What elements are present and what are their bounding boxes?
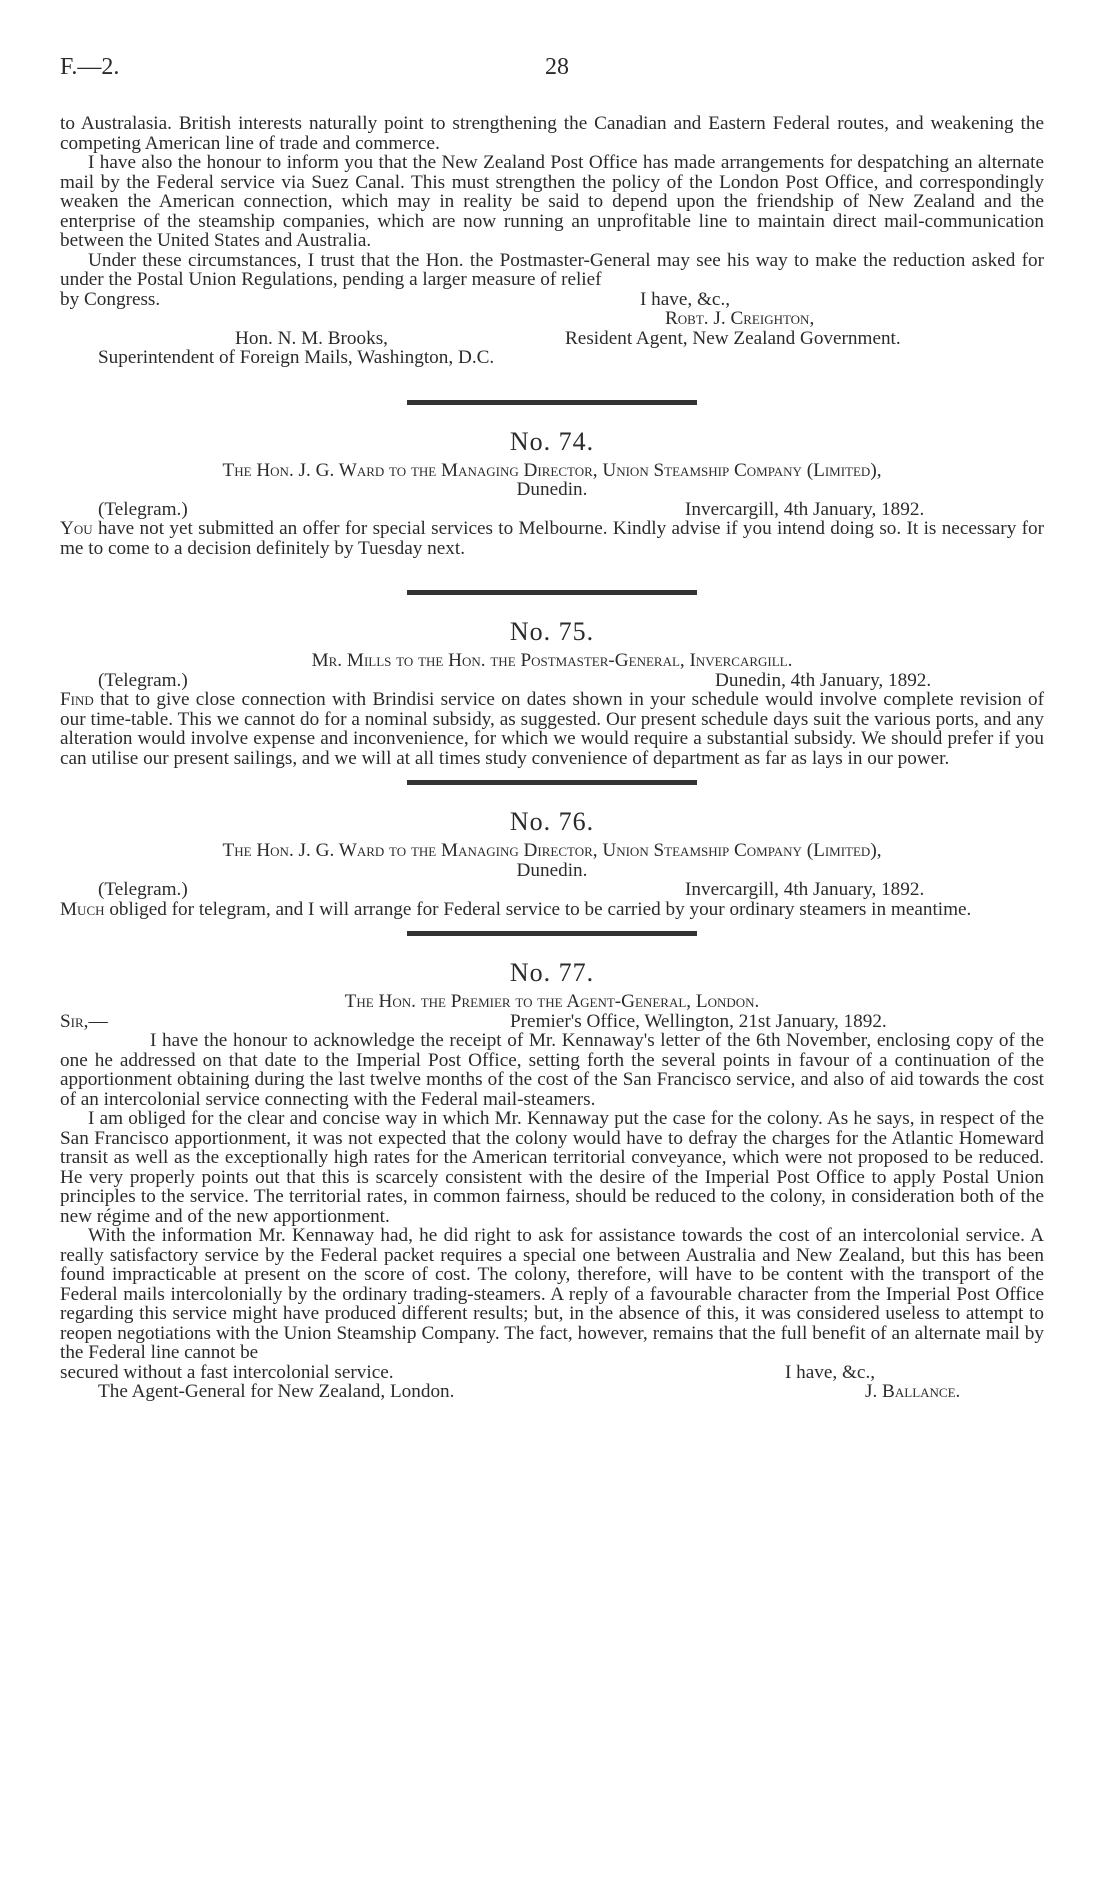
document-number: No. 74. xyxy=(509,426,595,456)
document-number: No. 77. xyxy=(509,958,595,987)
paragraph: I have also the honour to inform you that the New Zealand Post Office has made arrangements for despatching an alternate mail by the Federal service via Suez Canal. This must strengthen the policy of the London Post Office, and correspondingly weaken the American connection, which may in reality be said to depend upon the friendship of New Zealand and the enterprise of the steamship companies, which are now running an unprofitable line to maintain direct mail-communication between the United States and Australia. xyxy=(60,152,1044,251)
page-number: 28 xyxy=(545,54,569,80)
closing: I have, &c., xyxy=(640,288,731,310)
paragraph-end: by Congress. xyxy=(60,288,161,310)
body-text: obliged for telegram, and I will arrange for Federal service to be carried by your ordinary steamers in meantime. xyxy=(104,898,972,920)
signature: J. Ballance. xyxy=(865,1381,961,1402)
telegram-body xyxy=(60,519,1044,558)
addressee: The Agent-General for New Zealand, London. xyxy=(98,1381,455,1402)
letter-heading: The Hon. the Premier to the Agent-General, London. xyxy=(344,991,760,1012)
continued-letter xyxy=(60,114,1044,368)
salutation: Sir,— xyxy=(60,1010,108,1032)
dateline: Invercargill, 4th January, 1892. xyxy=(685,879,925,900)
lead-word: Find xyxy=(60,689,94,710)
document-code: F.—2. xyxy=(60,54,120,80)
paragraph: With the information Mr. Kennaway had, he did right to ask for assistance towards the cost of an intercolonial service. A really satisfactory service by the Federal packet requires a special one between Australia and New Zealand, but this has been found impracticable at present on the score of cost. The colony, therefore, will have to be content with the transport of the Federal mails intercolonially by the ordinary trading-steamers. A reply of a favourable character from the Imperial Post Office regarding this service might have produced different results; but, in the absence of this, it was considered useless to attempt to reopen negotiations with the Union Steamship Company. The fact, however, remains that the full benefit of an alternate mail by the Federal line cannot be xyxy=(60,1225,1044,1363)
body-text: that to give close connection with Brindisi service on dates shown in your schedule would involve complete revision of our time-table. This we cannot do for a nominal subsidy, as suggested. Our present schedule days suit the various ports, and any alteration would involve expense and inconvenience, for which we would require a substantial subsidy. We should prefer if you can utilise our present sailings, and we will at all times study convenience of department as far as lays in our power. xyxy=(60,689,1044,769)
telegram-body xyxy=(60,900,1044,920)
page-header xyxy=(60,54,1044,114)
paragraph-end: secured without a fast intercolonial service. xyxy=(60,1361,394,1383)
addressee: Hon. N. M. Brooks, xyxy=(235,327,388,349)
lead-word: Much xyxy=(60,898,105,920)
dateline: Premier's Office, Wellington, 21st January, 1892. xyxy=(510,1010,887,1032)
telegram-label: (Telegram.) xyxy=(98,669,188,691)
body-text: have not yet submitted an offer for special services to Melbourne. Kindly advise if you intend doing so. It is necessary for me to come to a decision definitely by Tuesday next. xyxy=(60,518,1044,559)
telegram-label: (Telegram.) xyxy=(98,879,188,900)
letter-heading: The Hon. J. G. Ward to the Managing Director, Union Steamship Company (Limited), xyxy=(222,840,882,861)
document-number: No. 75. xyxy=(509,617,595,646)
lead-word: You xyxy=(60,518,93,539)
paragraph: to Australasia. British interests naturally point to strengthening the Canadian and Eastern Federal routes, and weakening the competing American line of trade and commerce. xyxy=(60,113,1044,154)
letter-no-77 xyxy=(60,958,1044,1402)
closing: I have, &c., xyxy=(785,1361,876,1383)
letter-no-75 xyxy=(60,617,1044,768)
letter-no-74 xyxy=(60,427,1044,559)
letter-heading: The Hon. J. G. Ward to the Managing Director, Union Steamship Company (Limited), xyxy=(222,459,882,481)
telegram-label: (Telegram.) xyxy=(98,498,188,520)
telegram-body xyxy=(60,690,1044,768)
signer-title: Resident Agent, New Zealand Government. xyxy=(565,327,901,349)
paragraph: I am obliged for the clear and concise way in which Mr. Kennaway put the case for the colony. As he says, in respect of the San Francisco apportionment, it was not expected that the colony would have to defray the charges for the Atlantic Homeward transit as well as the exceptionally high rates for the American territorial conveyance, which were not proposed to be reduced. He very properly points out that this is scarcely consistent with the desire of the Imperial Post Office to apply Postal Union principles to the service. The territorial rates, in common fairness, should be reduced to the colony, in consideration both of the new régime and of the new apportionment. xyxy=(60,1108,1044,1227)
letter-heading-place: Dunedin. xyxy=(516,479,588,500)
paragraph: I have the honour to acknowledge the receipt of Mr. Kennaway's letter of the 6th November, enclosing copy of the one he addressed on that date to the Imperial Post Office, setting forth the several points in favour of a continuation of the apportionment obtaining during the last twelve months of the cost of the San Francisco service, and also of aid towards the cost of an intercolonial service connecting with the Federal mail-steamers. xyxy=(60,1030,1044,1110)
letter-heading: Mr. Mills to the Hon. the Postmaster-General, Invercargill. xyxy=(311,650,793,671)
document-number: No. 76. xyxy=(509,807,595,836)
letter-no-76 xyxy=(60,807,1044,919)
addressee-title: Superintendent of Foreign Mails, Washington, D.C. xyxy=(98,347,495,368)
signature: Robt. J. Creighton, xyxy=(665,308,815,329)
dateline: Dunedin, 4th January, 1892. xyxy=(715,669,932,691)
dateline: Invercargill, 4th January, 1892. xyxy=(685,498,925,520)
paragraph: Under these circumstances, I trust that the Hon. the Postmaster-General may see his way to make the reduction asked for under the Postal Union Regulations, pending a larger measure of relief xyxy=(60,249,1044,290)
letter-heading-place: Dunedin. xyxy=(516,859,588,881)
